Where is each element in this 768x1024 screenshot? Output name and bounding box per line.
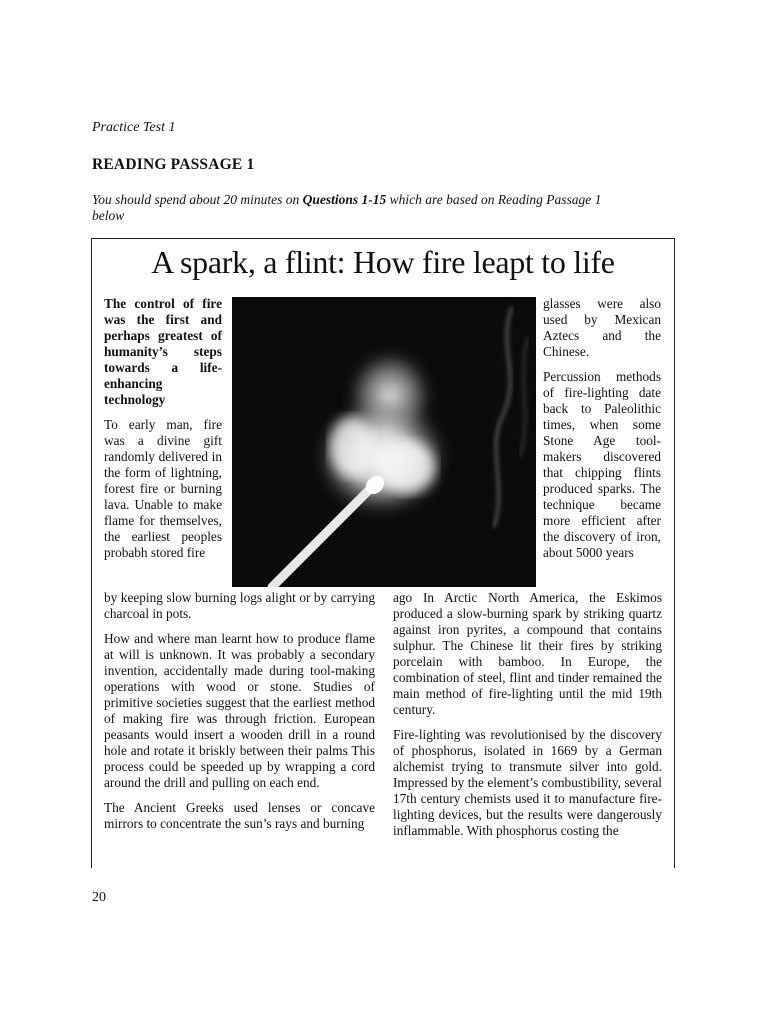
instructions	[92, 192, 632, 224]
right-column-lower	[393, 590, 662, 848]
paragraph-early-man: To early man, fire was a divine gift randomly delivered in the form of lightning, forest fire or burning lava. Unable to make flame for themselves, the earliest peoples probabh stored fire	[104, 417, 222, 560]
paragraph-eskimos-cont: ago In Arctic North America, the Eskimos produced a slow-burning spark by striking quartz against iron pyrites, a compound that contains sulphur. The Chinese lit their fires by striking porcelain with bamboo. In Europe, the combination of steel, flint and tinder remained the main method of fire-lighting until the mid 19th century.	[393, 590, 662, 717]
burning-match-photo	[232, 297, 536, 587]
left-column-upper	[104, 296, 222, 570]
left-column-lower	[104, 590, 375, 841]
instruction-questions: Questions 1-15	[302, 192, 387, 207]
page-number: 20	[92, 890, 106, 905]
paragraph-friction: How and where man learnt how to produce flame at will is unknown. It was probably a secondary invention, accidentally made during tool-making operations with wood or stone. Studies of primitive societies suggest that the earliest method of making fire was through friction. European peasants would insert a wooden drill in a round hole and rotate it briskly between their palms This process could be speeded up by wrapping a cord around the drill and pulling on each end.	[104, 631, 375, 790]
paragraph-burning-glasses: glasses were also used by Mexican Aztecs and the Chinese.	[543, 296, 661, 359]
match-flame-image	[232, 297, 536, 587]
paragraph-phosphorus: Fire-lighting was revolutionised by the discovery of phosphorus, isolated in 1669 by a German alchemist trying to transmute silver into gold. Impressed by the element’s combustibility, several 17th century chemists used it to manufacture fire-lighting devices, but the results were dangerously inflammable. With phosphorus costing the	[393, 727, 662, 838]
lead-paragraph: The control of fire was the first and perhaps greatest of humanity’s steps towards a life-enhancing technology	[104, 296, 222, 407]
section-title: READING PASSAGE 1	[92, 156, 255, 173]
paragraph-greeks: The Ancient Greeks used lenses or concave mirrors to concentrate the sun’s rays and burning	[104, 800, 375, 831]
instruction-text-start: You should spend about 20 minutes on	[92, 192, 303, 207]
passage-title: A spark, a flint: How fire leapt to life	[151, 244, 615, 280]
practice-test-label: Practice Test 1	[92, 120, 176, 135]
instruction-text-end: which are based on Reading Passage 1 below	[92, 192, 602, 223]
paragraph-percussion: Percussion methods of fire-lighting date back to Paleolithic times, when some Stone Age tool-makers discovered that chipping flints produced sparks. The technique became more efficient after the discovery of iron, about 5000 years	[543, 369, 661, 560]
right-column-upper	[543, 296, 661, 570]
paragraph-stored-fire-cont: by keeping slow burning logs alight or by carrying charcoal in pots.	[104, 590, 375, 621]
